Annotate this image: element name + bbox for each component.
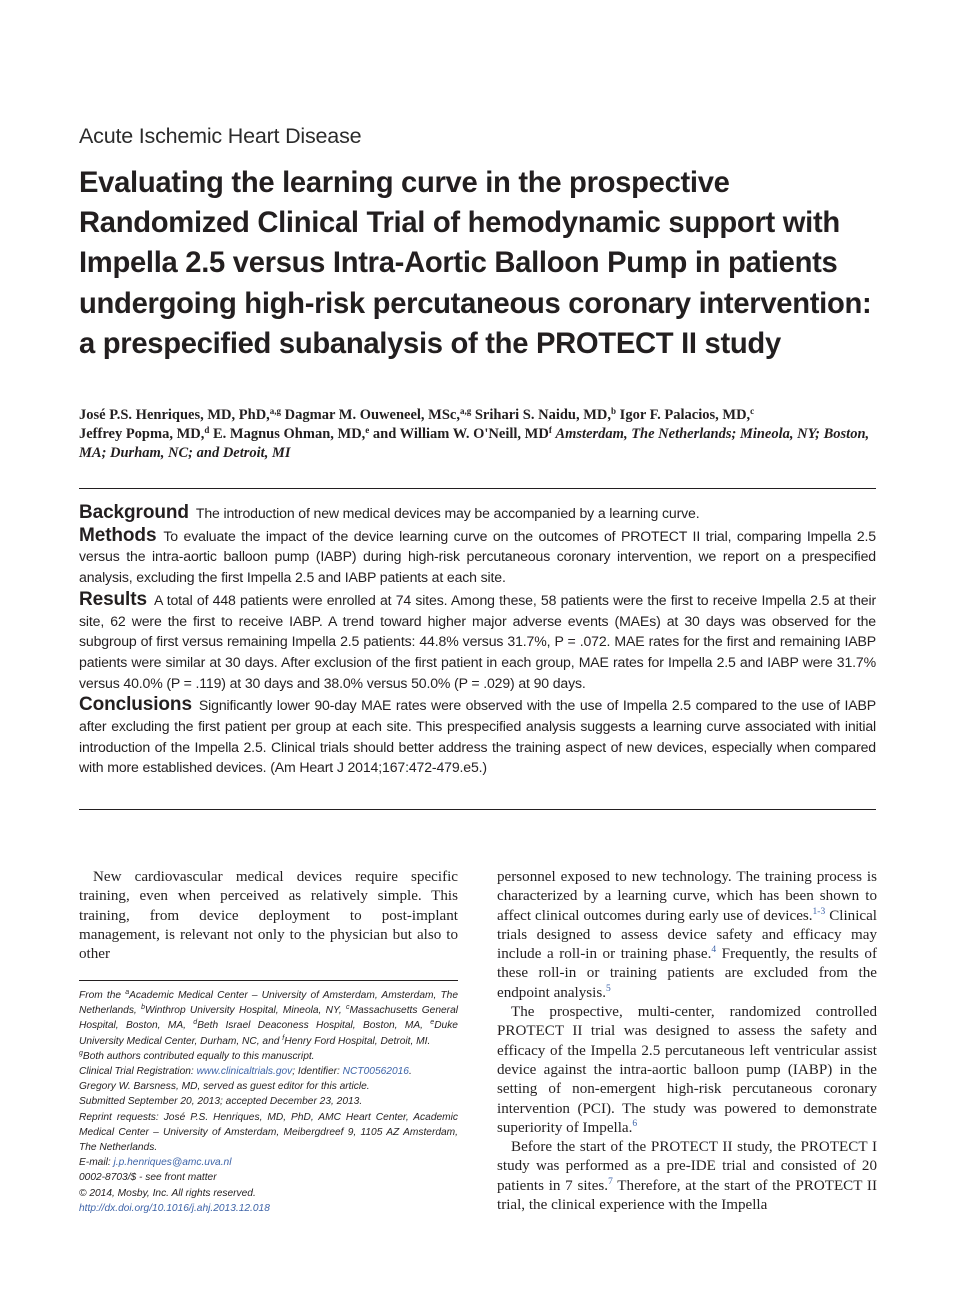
email-prefix: E-mail: bbox=[79, 1157, 114, 1169]
body-text: The prospective, multi-center, randomized controlled PROTECT II trial was designed to assess the safety and efficacy of the Impella 2.5 percutaneous left ventricular assist device against the intra-aortic balloon pump (IABP) in the setting of non-emergent high-risk percutaneous coronary intervention (PCI). The study was powered to demonstrate superiority of Impella. bbox=[497, 1004, 877, 1136]
abstract-methods bbox=[79, 526, 876, 588]
body-text: personnel exposed to new technology. The training process is characterized by a learning curve, which has been shown to affect clinical outcomes during early use of devices. bbox=[497, 869, 877, 924]
affiliation-mark: f bbox=[282, 1034, 285, 1042]
author-name: Jeffrey Popma, MD, bbox=[79, 426, 205, 442]
author-affiliation-mark: e bbox=[365, 425, 370, 435]
body-text: Before the start of the PROTECT II study, the PROTECT I study was performed as a pre-IDE trial and consisted of 20 patients in 7 sites. bbox=[497, 1139, 877, 1194]
footnotes bbox=[79, 988, 458, 1216]
footnote-equal-contribution bbox=[79, 1049, 458, 1064]
author-affiliation-mark: d bbox=[204, 425, 210, 435]
footnote-equal-text: Both authors contributed equally to this manuscript. bbox=[82, 1050, 315, 1062]
footnote-copyright: © 2014, Mosby, Inc. All rights reserved. bbox=[79, 1187, 256, 1199]
abstract-methods-heading: Methods bbox=[79, 524, 157, 546]
body-text-left-column: New cardiovascular medical devices require specific training, even when perceived as relatively simple. This training, from device deployment to post-implant management, is relevant not only to the physician but also to other bbox=[79, 869, 458, 963]
affiliation-text: Duke University Medical Center, Durham, NC, and bbox=[79, 1020, 458, 1047]
author-affiliation-mark: a,g bbox=[459, 406, 472, 416]
author-name: E. Magnus Ohman, MD, bbox=[213, 426, 366, 442]
footnote-affiliations bbox=[79, 988, 458, 1049]
affiliation-mark: a bbox=[125, 989, 130, 996]
abstract-bottom-rule bbox=[79, 809, 876, 810]
body-text: Frequently, the results of these roll-in or training patients are excluded from the endpoint analysis. bbox=[497, 946, 877, 1001]
author-affiliation-mark: c bbox=[750, 406, 755, 416]
body-text: Therefore, at the start of the PROTECT II trial, the clinical experience with the Impella bbox=[497, 1177, 877, 1214]
author-list bbox=[79, 406, 889, 463]
footnote-submitted: Submitted September 20, 2013; accepted December 23, 2013. bbox=[79, 1096, 363, 1108]
abstract bbox=[79, 503, 876, 780]
abstract-background-text: The introduction of new medical devices may be accompanied by a learning curve. bbox=[195, 505, 700, 521]
footnote-reprints: Reprint requests: José P.S. Henriques, MD, PhD, AMC Heart Center, Academic Medical Center – University of Amsterdam, Meibergdreef 9, 1105 AZ Amsterdam, The Netherlands. bbox=[79, 1111, 458, 1154]
abstract-results-text: A total of 448 patients were enrolled at 74 sites. Among these, 58 patients were the first to receive Impella 2.5 at their site, 62 were the first to receive IABP. A trend toward higher major adverse events (MAEs) at 30 days was observed for the subgroup of first versus remaining Impella 2.5 patients: 44.8% versus 31.7%, P = .072. MAE rates for the first and remaining IABP patients were similar at 30 days. After exclusion of the first patient in each group, MAE rates for Impella 2.5 and IABP were 31.7% versus 40.0% (P = .119) at 30 days and 38.0% versus 50.0% (P = .029) at 90 days. bbox=[79, 591, 876, 691]
article-title: Evaluating the learning curve in the prospective Randomized Clinical Trial of hemodynamic support with Impella 2.5 versus Intra-Aortic Balloon Pump in patients undergoing high-risk percutaneous coronary intervention: a prespecified subanalysis of the PROTECT II study bbox=[79, 167, 872, 360]
body-paragraph bbox=[497, 868, 877, 1003]
section-label: Acute Ischemic Heart Disease bbox=[79, 124, 362, 148]
affiliation-text: Beth Israel Deaconess Hospital, Boston, MA, bbox=[197, 1020, 431, 1032]
author-affiliation-mark: f bbox=[548, 425, 552, 435]
author-name: Dagmar M. Ouweneel, MSc, bbox=[284, 407, 460, 423]
footnote-issn: 0002-8703/$ - see front matter bbox=[79, 1172, 217, 1184]
affiliation-mark: g bbox=[79, 1049, 83, 1057]
author-locations: Amsterdam, The Netherlands; Mineola, NY; Boston, MA; Durham, NC; and Detroit, MI bbox=[79, 426, 870, 461]
abstract-results-heading: Results bbox=[79, 588, 147, 610]
author-name: José P.S. Henriques, MD, PhD, bbox=[79, 407, 270, 423]
abstract-results bbox=[79, 590, 876, 694]
abstract-methods-text: To evaluate the impact of the device learning curve on the outcomes of PROTECT II trial, comparing Impella 2.5 versus the intra-aortic balloon pump (IABP) during high-risk percutaneous coronary intervention, we report on a prespecified analysis, excluding the first Impella 2.5 and IABP patients at each site. bbox=[79, 527, 876, 586]
footnote-email bbox=[79, 1155, 458, 1170]
registration-mid: ; Identifier: bbox=[292, 1066, 343, 1078]
author-name: Srihari S. Naidu, MD, bbox=[474, 407, 612, 423]
body-paragraph bbox=[497, 1003, 877, 1138]
author-affiliation-mark: a,g bbox=[269, 406, 282, 416]
author-name: Igor F. Palacios, MD, bbox=[619, 407, 751, 423]
registration-site-link[interactable]: www.clinicaltrials.gov bbox=[196, 1066, 293, 1078]
registration-end: . bbox=[408, 1066, 412, 1078]
footnote-guest-editor: Gregory W. Barsness, MD, served as guest editor for this article. bbox=[79, 1081, 370, 1093]
author-affiliation-mark: b bbox=[611, 406, 617, 416]
reference-link[interactable]: 1-3 bbox=[812, 906, 826, 917]
registration-id-link[interactable]: NCT00562016 bbox=[342, 1066, 409, 1078]
footnote-registration bbox=[79, 1064, 458, 1079]
email-link[interactable]: j.p.henriques@amc.uva.nl bbox=[113, 1157, 232, 1169]
affiliation-mark: c bbox=[346, 1004, 350, 1012]
affiliation-mark: d bbox=[193, 1019, 198, 1027]
affiliation-text: Massachusetts General Hospital, Boston, MA, bbox=[79, 1005, 458, 1032]
affiliation-mark: e bbox=[430, 1019, 435, 1027]
affiliation-text: Academic Medical Center – University of Amsterdam, Amsterdam, The Netherlands, bbox=[79, 990, 459, 1017]
affiliation-text: Henry Ford Hospital, Detroit, MI. bbox=[284, 1035, 431, 1047]
reference-link[interactable]: 4 bbox=[711, 945, 717, 956]
doi-link[interactable]: http://dx.doi.org/10.1016/j.ahj.2013.12.018 bbox=[79, 1202, 270, 1214]
abstract-conclusions-text: Significantly lower 90-day MAE rates were observed with the use of Impella 2.5 compared to the use of IABP after excluding the first patient per group at each site. This prespecified analysis suggests a learning curve associated with initial introduction of the Impella 2.5. Clinical trials should better address the training aspect of new devices, especially when compared with more established devices. (Am Heart J 2014;167:472-479.e5.) bbox=[79, 697, 876, 776]
abstract-background-heading: Background bbox=[79, 502, 189, 523]
footnote-from-prefix: From the bbox=[79, 990, 126, 1001]
body-text: Clinical trials designed to assess device safety and efficacy may include a roll-in or training phase. bbox=[497, 907, 877, 963]
reference-link[interactable]: 6 bbox=[632, 1118, 638, 1129]
abstract-background bbox=[79, 503, 876, 524]
body-paragraph bbox=[497, 1138, 877, 1215]
abstract-conclusions bbox=[79, 695, 876, 778]
body-text-right-column bbox=[497, 868, 877, 1215]
registration-prefix: Clinical Trial Registration: bbox=[79, 1066, 197, 1078]
reference-link[interactable]: 7 bbox=[608, 1176, 613, 1187]
footnote-rule bbox=[79, 980, 458, 981]
abstract-conclusions-heading: Conclusions bbox=[79, 694, 192, 716]
author-name: and William W. O'Neill, MD bbox=[372, 426, 549, 442]
abstract-top-rule bbox=[79, 488, 876, 489]
reference-link[interactable]: 5 bbox=[606, 983, 611, 994]
affiliation-mark: b bbox=[141, 1004, 145, 1012]
affiliation-text: Winthrop University Hospital, Mineola, NY, bbox=[144, 1005, 347, 1017]
